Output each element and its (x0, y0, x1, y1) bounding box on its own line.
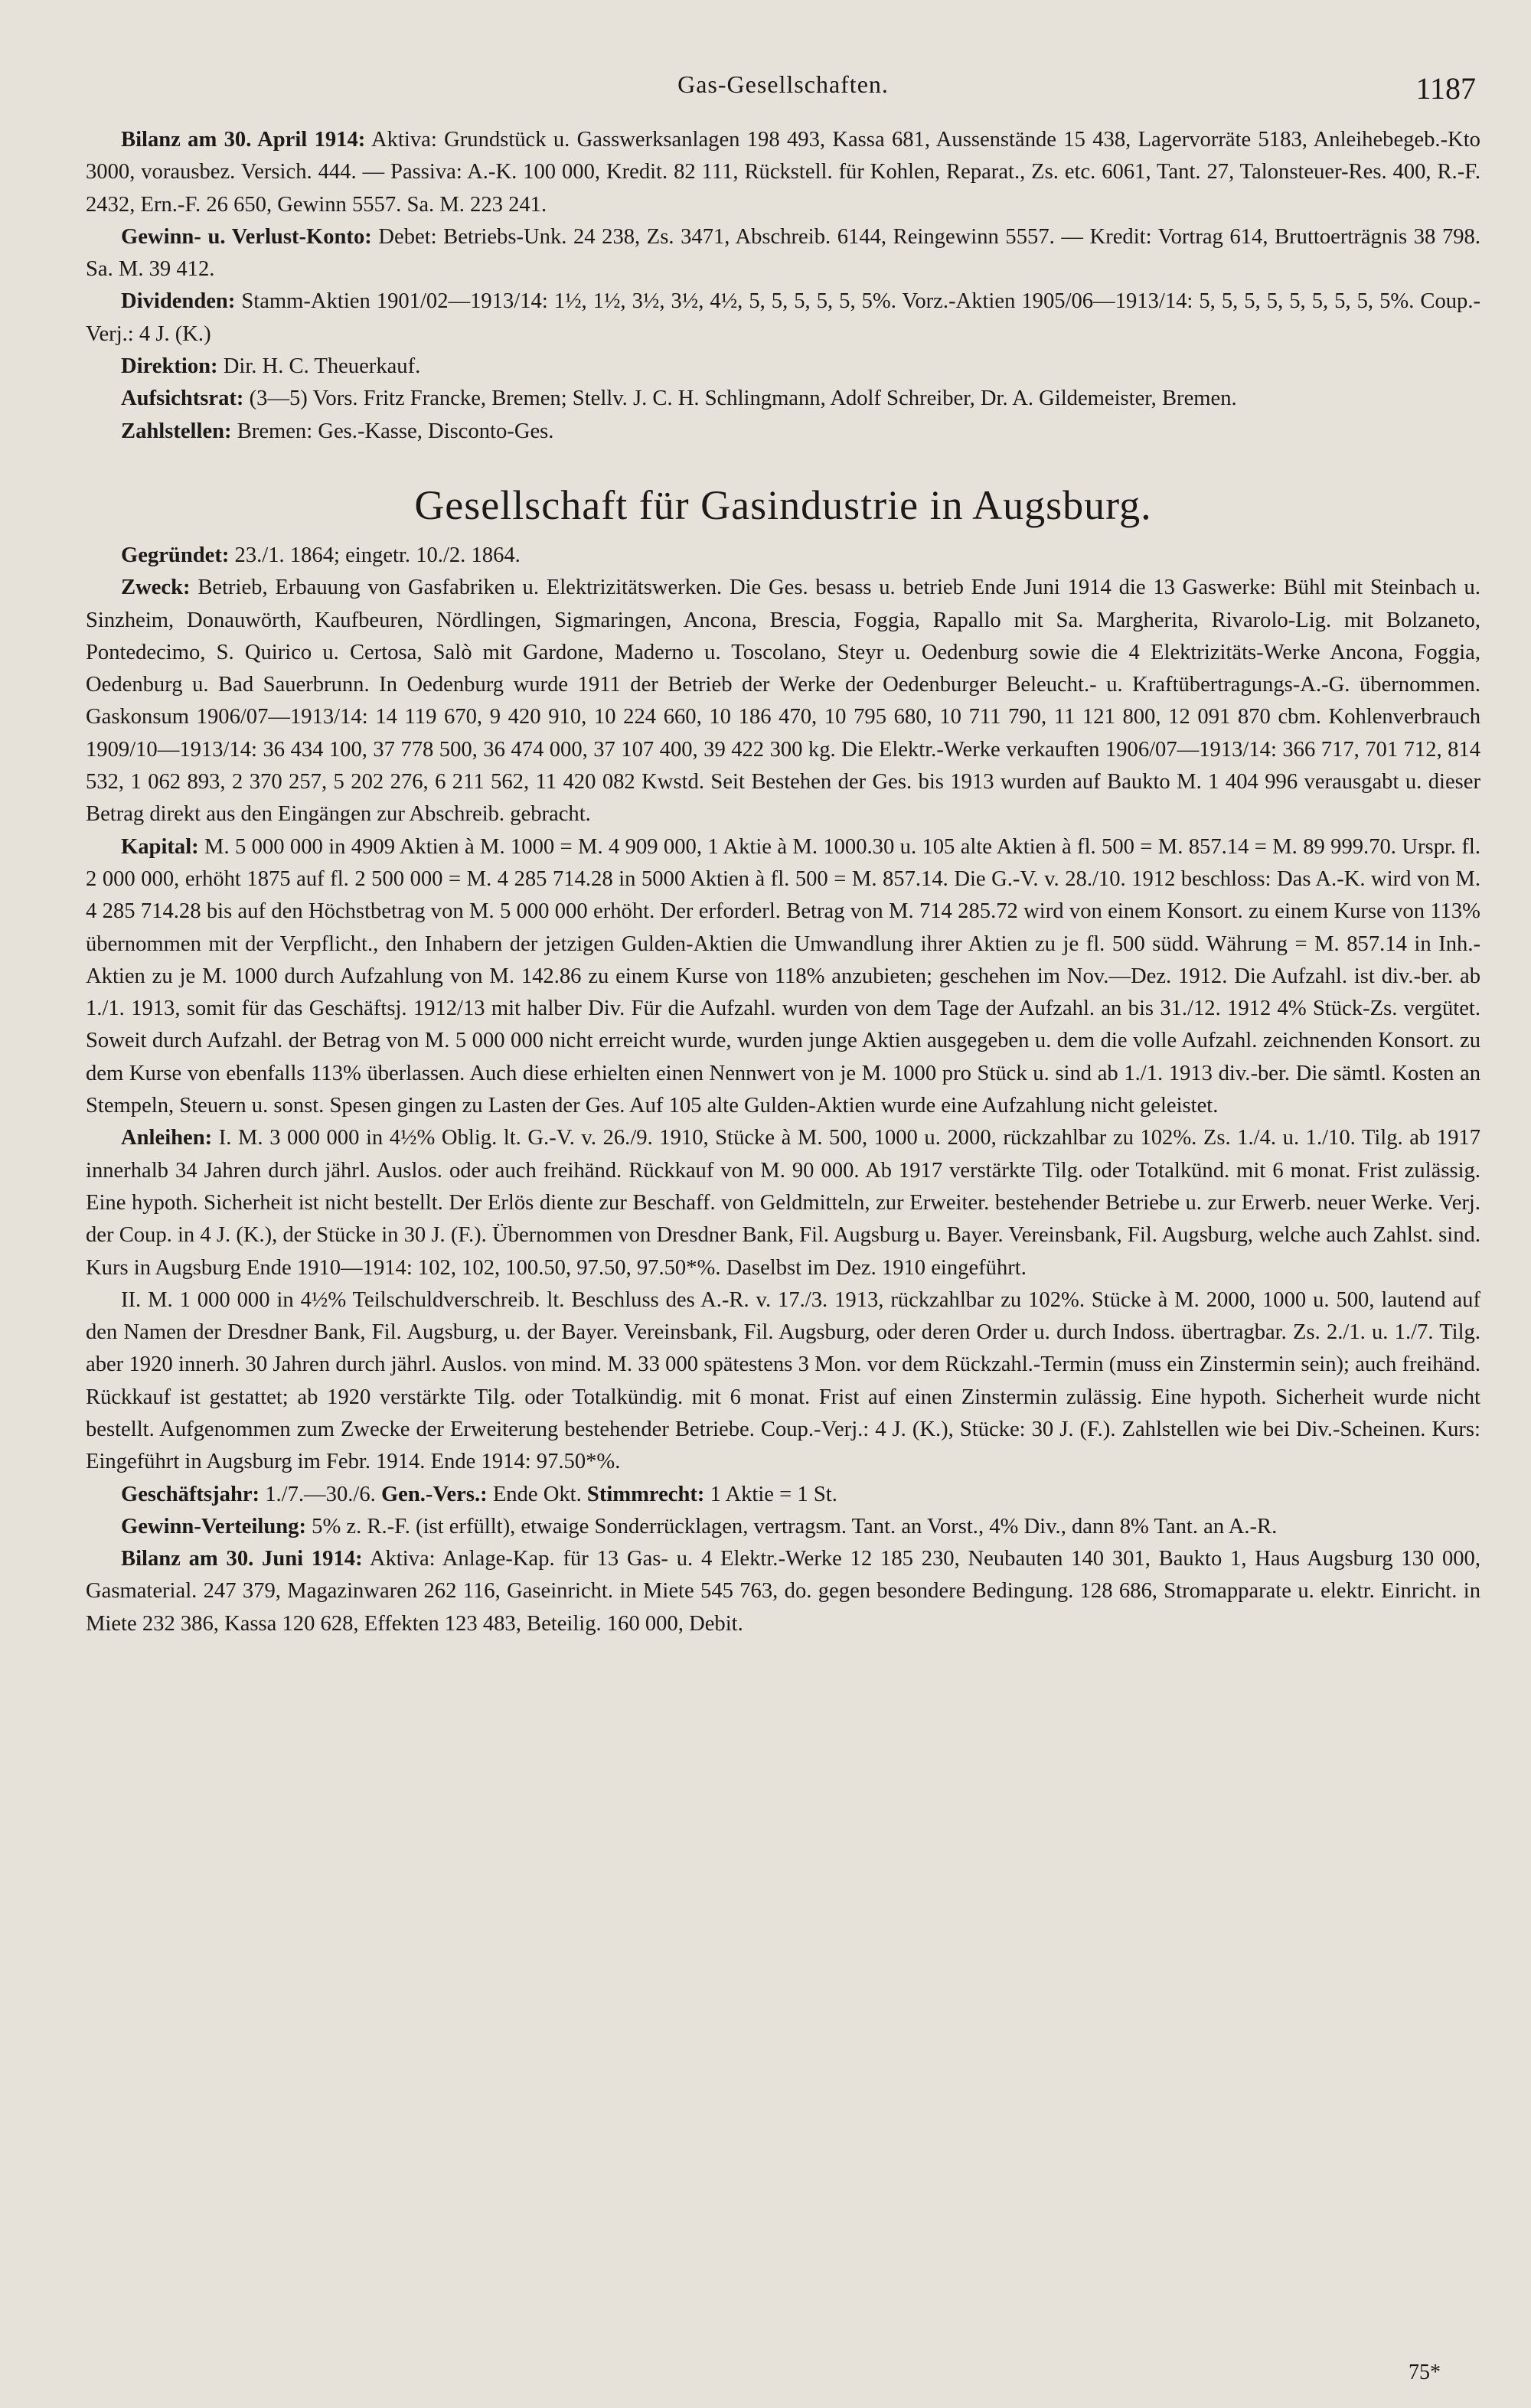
prev-aufsichtsrat (86, 383, 1480, 415)
prev-bilanz (86, 124, 1480, 221)
section-label: Direktion: (121, 354, 218, 379)
section-label: Gen.-Vers.: (380, 1482, 488, 1506)
section-text: Dir. H. C. Theuerkauf. (223, 354, 421, 379)
section-label: Kapital: (121, 834, 199, 859)
section-text: (3—5) Vors. Fritz Francke, Bremen; Stellv. J. C. H. Schlingmann, Adolf Schreiber, Dr. A. Gildemeister, Bremen. (249, 387, 1237, 411)
prev-zahlstellen (86, 416, 1480, 448)
section-text: II. M. 1 000 000 in 4½% Teilschuldverschreib. lt. Beschluss des A.-R. v. 17./3. 1913, rückzahlbar zu 102%. Stücke à M. 2000, 1000 u. 500, lautend auf den Namen der Dresdner Bank, Fil. Augsburg, u. der Bayer. Vereinsbank, Fil. Augsburg, oder deren Order u. durch Indoss. übertragbar. Zs. 2./1. u. 1./7. Tilg. aber 1920 innerh. 30 Jahren durch jährl. Auslos. von mind. M. 33 000 spätestens 3 Mon. vor dem Rückzahl.-Termin (muss ein Zinstermin sein); auch freihänd. Rückkauf ist gestattet; ab 1920 verstärkte Tilg. oder Totalkündig. mit 6 monat. Frist auf einen Zinstermin zulässig. Eine hypoth. Sicherheit wurde nicht bestellt. Aufgenommen zum Zwecke der Erweiterung bestehender Betriebe. Coup.-Verj.: 4 J. (K.), Stücke: 30 J. (F.). Zahlstellen wie bei Div.-Scheinen. Kurs: Eingeführt in Augsburg im Febr. 1914. Ende 1914: 97.50*%. (86, 1287, 1480, 1474)
section-label: Dividenden: (121, 289, 236, 314)
section-text: Bremen: Ges.-Kasse, Disconto-Ges. (237, 419, 554, 443)
section-label: Gewinn- u. Verlust-Konto: (121, 224, 372, 249)
company-gewinn-verteilung (86, 1511, 1480, 1543)
company-anleihen (86, 1122, 1480, 1284)
section-label: Gewinn-Verteilung: (121, 1514, 306, 1538)
page-header (86, 70, 1480, 116)
section-text: 1./7.—30./6. (265, 1482, 376, 1506)
section-label: Gegründet: (121, 543, 230, 567)
section-text: 23./1. 1864; eingetr. 10./2. 1864. (234, 543, 521, 567)
section-label: Anleihen: (121, 1126, 213, 1150)
section-text: M. 5 000 000 in 4909 Aktien à M. 1000 = M. 4 909 000, 1 Aktie à M. 1000.30 u. 105 alte Aktien à fl. 500 = M. 857.14 = M. 89 999.70. Urspr. fl. 2 000 000, erhöht 1875 auf fl. 2 500 000 = M. 4 285 714.28 in 5000 Aktien à fl. 500 = M. 857.14. Die G.-V. v. 28./10. 1912 beschloss: Das A.-K. wird von M. 4 285 714.28 bis auf den Höchstbetrag von M. 5 000 000 erhöht. Der erforderl. Betrag von M. 714 285.72 wird von einem Konsort. zu einem Kurse von 113% übernommen mit der Verpflicht., den Inhabern der jetzigen Gulden-Aktien die Umwandlung ihrer Aktien zu je fl. 500 südd. Währung = M. 857.14 in Inh.-Aktien zu je M. 1000 durch Aufzahlung von M. 142.86 zu einem Kurse von 118% anzubieten; geschehen im Nov.—Dez. 1912. Die Aufzahl. ist div.-ber. ab 1./1. 1913, somit für das Geschäftsj. 1912/13 mit halber Div. Für die Aufzahl. wurden von dem Tage der Aufzahl. an bis 31./12. 1912 4% Stück-Zs. vergütet. Soweit durch Aufzahl. der Betrag von M. 5 000 000 nicht erreicht wurde, wurden junge Aktien ausgegeben u. dem die volle Aufzahl. zeichnenden Konsort. zu dem Kurse von ebenfalls 113% überlassen. Auch diese erhielten einen Nennwert von je M. 1000 pro Stück u. sind ab 1./1. 1913 div.-ber. Die sämtl. Kosten an Stempeln, Steuern u. sonst. Spesen gingen zu Lasten der Ges. Auf 105 alte Gulden-Aktien wurde eine Aufzahlung nicht geleistet. (86, 834, 1480, 1118)
prev-direktion (86, 351, 1480, 383)
section-text: Betrieb, Erbauung von Gasfabriken u. Elektrizitätswerken. Die Ges. besass u. betrieb Ende Juni 1914 die 13 Gaswerke: Bühl mit Steinbach u. Sinzheim, Donauwörth, Kaufbeuren, Nördlingen, Sigmaringen, Ancona, Brescia, Foggia, Rapallo mit Sa. Margherita, Rivarolo-Lig. mit Bolzaneto, Pontedecimo, S. Quirico u. Certosa, Salò mit Gardone, Maderno u. Toscolano, Steyr u. Oedenburg sowie die 4 Elektrizitäts-Werke Ancona, Foggia, Oedenburg u. Bad Sauerbrunn. In Oedenburg wurde 1911 der Betrieb der Werke der Oedenburger Beleucht.- u. Kraftübertragungs-A.-G. übernommen. Gaskonsum 1906/07—1913/14: 14 119 670, 9 420 910, 10 224 660, 10 186 470, 10 795 680, 10 711 790, 11 121 800, 12 091 870 cbm. Kohlenverbrauch 1909/10—1913/14: 36 434 100, 37 778 500, 36 474 000, 37 107 400, 39 422 300 kg. Die Elektr.-Werke verkauften 1906/07—1913/14: 366 717, 701 712, 814 532, 1 062 893, 2 370 257, 5 202 276, 6 211 562, 11 420 082 Kwstd. Seit Bestehen der Ges. bis 1913 wurden auf Baukto M. 1 404 996 verausgabt u. dieser Betrag direkt aus den Eingängen zur Abschreib. gebracht. (86, 576, 1480, 827)
section-label: Bilanz am 30. April 1914: (121, 128, 366, 152)
running-title: Gas-Gesellschaften. (677, 70, 889, 98)
section-text: Ende Okt. (492, 1482, 582, 1506)
section-label: Zweck: (121, 576, 191, 600)
section-text: I. M. 3 000 000 in 4½% Oblig. lt. G.-V. v. 26./9. 1910, Stücke à M. 500, 1000 u. 2000, rückzahlbar zu 102%. Zs. 1./4. u. 1./10. Tilg. ab 1917 innerhalb 34 Jahren durch jährl. Auslos. oder auch freihänd. Rückkauf von M. 90 000. Ab 1917 verstärkte Tilg. oder Totalkünd. mit 6 monat. Frist zulässig. Eine hypoth. Sicherheit ist nicht bestellt. Der Erlös diente zur Beschaff. von Geldmitteln, zur Erweiter. bestehender Betriebe u. zur Erwerb. neuer Werke. Verj. der Coup. in 4 J. (K.), der Stücke in 30 J. (F.). Übernommen von Dresdner Bank, Fil. Augsburg u. Bayer. Vereinsbank, Fil. Augsburg, welche auch Zahlst. sind. Kurs in Augsburg Ende 1910—1914: 102, 102, 100.50, 97.50, 97.50*%. Daselbst im Dez. 1910 eingeführt. (86, 1126, 1480, 1280)
prev-dividenden (86, 286, 1480, 351)
section-text: Debet: Betriebs-Unk. 24 238, Zs. 3471, Abschreib. 6144, Reingewinn 5557. — Kredit: Vortrag 614, Bruttoerträgnis 38 798. Sa. M. 39 412. (86, 224, 1480, 282)
sheet-signature: 75* (1409, 2361, 1441, 2384)
section-label: Bilanz am 30. Juni 1914: (121, 1547, 363, 1571)
section-text: 5% z. R.-F. (ist erfüllt), etwaige Sonderrücklagen, vertragsm. Tant. an Vorst., 4% Div., dann 8% Tant. an A.-R. (312, 1514, 1278, 1538)
company-title: Gesellschaft für Gasindustrie in Augsburg. (414, 481, 1152, 528)
company-anleihe-ii (86, 1284, 1480, 1479)
company-bilanz-1914 (86, 1543, 1480, 1640)
section-label: Stimmrecht: (586, 1482, 705, 1506)
prev-guv (86, 221, 1480, 286)
section-text: Stamm-Aktien 1901/02—1913/14: 1½, 1½, 3½, 3½, 4½, 5, 5, 5, 5, 5, 5%. Vorz.-Aktien 1905/06—1913/14: 5, 5, 5, 5, 5, 5, 5, 5, 5%. Coup.-Verj.: 4 J. (K.) (86, 289, 1480, 346)
section-label: Aufsichtsrat: (121, 387, 244, 411)
company-gegruendet (86, 540, 1480, 572)
page-number: 1187 (1415, 71, 1476, 106)
section-label: Zahlstellen: (121, 419, 232, 443)
company-zweck (86, 572, 1480, 830)
section-text: Aktiva: Grundstück u. Gasswerksanlagen 198 493, Kassa 681, Aussenstände 15 438, Lagervorräte 5183, Anleihebegeb.-Kto 3000, vorausbez. Versich. 444. — Passiva: A.-K. 100 000, Kredit. 82 111, Rückstell. für Kohlen, Reparat., Zs. etc. 6061, Tant. 27, Talonsteuer-Res. 400, R.-F. 2432, Ern.-F. 26 650, Gewinn 5557. Sa. M. 223 241. (86, 128, 1480, 217)
company-meta (86, 1479, 1480, 1511)
section-text: Aktiva: Anlage-Kap. für 13 Gas- u. 4 Elektr.-Werke 12 185 230, Neubauten 140 301, Baukto 1, Haus Augsburg 130 000, Gasmaterial. 247 379, Magazinwaren 262 116, Gaseinricht. in Miete 545 763, do. gegen besondere Bedingung. 128 686, Stromapparate u. elektr. Einricht. in Miete 232 386, Kassa 120 628, Effekten 123 483, Beteilig. 160 000, Debit. (86, 1547, 1480, 1636)
company-kapital (86, 831, 1480, 1123)
section-text: 1 Aktie = 1 St. (710, 1482, 837, 1506)
section-label: Geschäftsjahr: (121, 1482, 260, 1506)
